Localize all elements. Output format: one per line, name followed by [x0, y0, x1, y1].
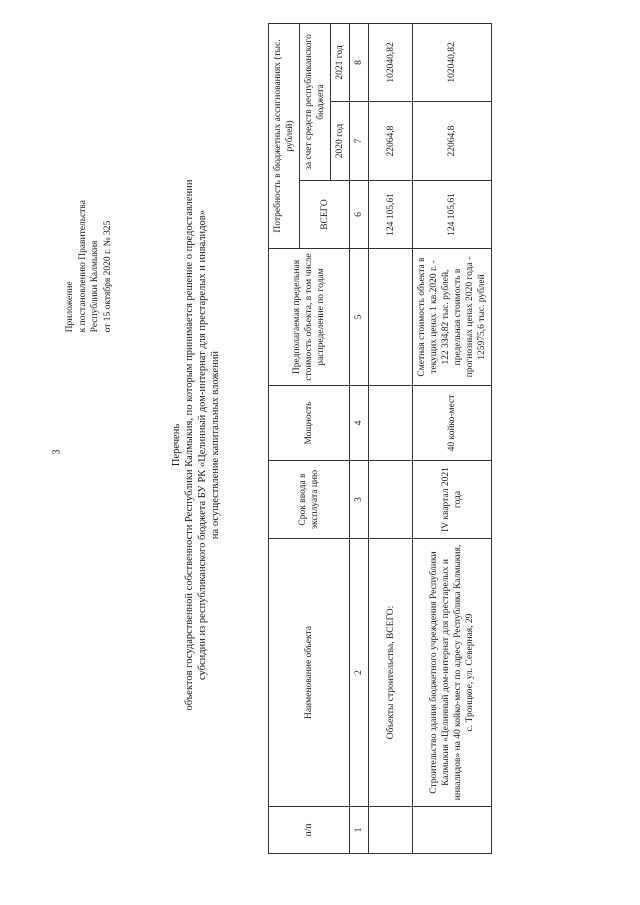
- header-name: Наименование объекта: [269, 539, 350, 807]
- title-line: на осуществление капитальных вложений: [210, 350, 221, 540]
- col-number: 7: [350, 102, 369, 181]
- cell-cost: [369, 249, 413, 386]
- cell-2020: 22064,8: [413, 102, 492, 181]
- title-heading: Перечень: [171, 423, 182, 467]
- cell-cost: Сметная стоимость объекта в текущих ценах 1 кв.2020 г. - 122 334,82 тыс. рублей, предельная стоимость в прогнозных ценах 2020 года - 125975,6 тыс. рублей: [413, 249, 492, 386]
- page-number: 3: [51, 449, 63, 455]
- title-line: субсидии из республиканского бюджета БУ РК «Целинный дом-интернат для престарелых и инвалидов»: [197, 210, 208, 680]
- cell-total: 124 105,61: [413, 181, 492, 249]
- cell-num: [413, 807, 492, 854]
- header-capacity: Мощность: [269, 386, 350, 461]
- header-rep-budget: за счет средств республиканского бюджета: [300, 23, 331, 180]
- document-title: [170, 10, 222, 880]
- col-number: 3: [350, 461, 369, 539]
- header-year-2020: 2020 год: [331, 102, 350, 181]
- cell-2020: 22064,8: [369, 102, 413, 181]
- cell-total: 124 105,61: [369, 181, 413, 249]
- header-need: Потребность в бюджетных ассигнованиях (тыс. рублей): [269, 23, 300, 248]
- cell-name: Строительство здания бюджетного учреждения Республики Калмыкия «Целинный дом-интернат для престарелых и инвалидов» на 40 койко-мест по адресу Республика Калмыкия, с. Троицкое, ул. Северная, 29: [413, 539, 492, 807]
- column-numbers-row: [350, 23, 369, 853]
- table-row: [369, 23, 413, 853]
- col-number: 5: [350, 249, 369, 386]
- col-number: 6: [350, 181, 369, 249]
- cell-2021: 102040,82: [369, 23, 413, 101]
- appendix-line: Приложение: [65, 281, 75, 333]
- cell-num: [369, 807, 413, 854]
- cell-capacity: [369, 386, 413, 461]
- col-number: 1: [350, 807, 369, 854]
- appendix-line: от 15 октября 2020 г. № 325: [102, 220, 113, 333]
- cell-name: Объекты строительства, ВСЕГО:: [369, 539, 413, 807]
- rotated-page-content: [40, 10, 620, 880]
- header-row: [269, 23, 300, 853]
- objects-table: [268, 23, 492, 854]
- appendix-line: к постановлению Правительства: [77, 200, 88, 333]
- table-row: [413, 23, 492, 853]
- col-number: 4: [350, 386, 369, 461]
- title-line: объектов государственной собственности Республики Калмыкия, по которым принимается решение о предоставлении: [184, 179, 195, 711]
- header-num: п/п: [269, 807, 350, 854]
- col-number: 2: [350, 539, 369, 807]
- header-term: Срок вводa в эксплуата цию: [269, 461, 350, 539]
- header-total: ВСЕГО: [300, 181, 350, 249]
- appendix-note: [64, 200, 114, 332]
- appendix-line: Республики Калмыкия: [90, 240, 100, 333]
- cell-term: [369, 461, 413, 539]
- col-number: 8: [350, 23, 369, 101]
- cell-2021: 102040,82: [413, 23, 492, 101]
- cell-term: IV квартал 2021 года: [413, 461, 492, 539]
- header-cost: Предполагаемая предельная стоимость объекта, в том числе распределение по годам: [269, 249, 350, 386]
- header-year-2021: 2021 год: [331, 23, 350, 101]
- cell-capacity: 40 койко-мест: [413, 386, 492, 461]
